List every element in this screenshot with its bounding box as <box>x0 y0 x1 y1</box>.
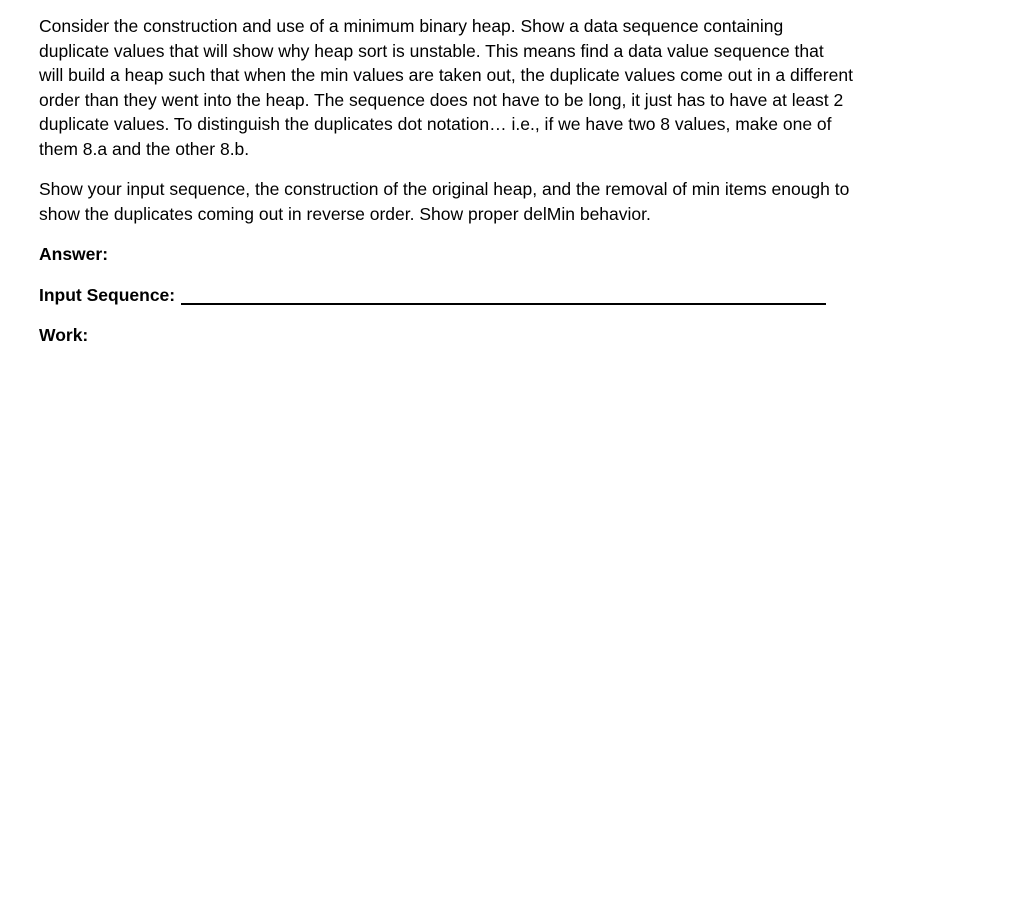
question-paragraph-2: Show your input sequence, the construction of the original heap, and the removal of min items enough to show the duplicates coming out in reverse order. Show proper delMin behavior. <box>39 179 850 224</box>
input-sequence-row <box>39 283 999 307</box>
answer-heading: Answer: <box>39 244 109 264</box>
question-paragraph-1: Consider the construction and use of a minimum binary heap. Show a data sequence containing duplicate values that will show why heap sort is unstable. This means find a data value sequence that will build a heap such that when the min values are taken out, the duplicate values come out in a different order than they went into the heap. The sequence does not have to be long, it just has to have at least 2 duplicate values. To distinguish the duplicates dot notation… i.e., if we have two 8 values, make one of them 8.a and the other 8.b. <box>39 16 853 159</box>
document-page <box>39 14 999 347</box>
work-heading: Work: <box>39 325 89 345</box>
input-sequence-label: Input Sequence: <box>39 285 176 305</box>
input-sequence-blank[interactable] <box>181 283 826 305</box>
